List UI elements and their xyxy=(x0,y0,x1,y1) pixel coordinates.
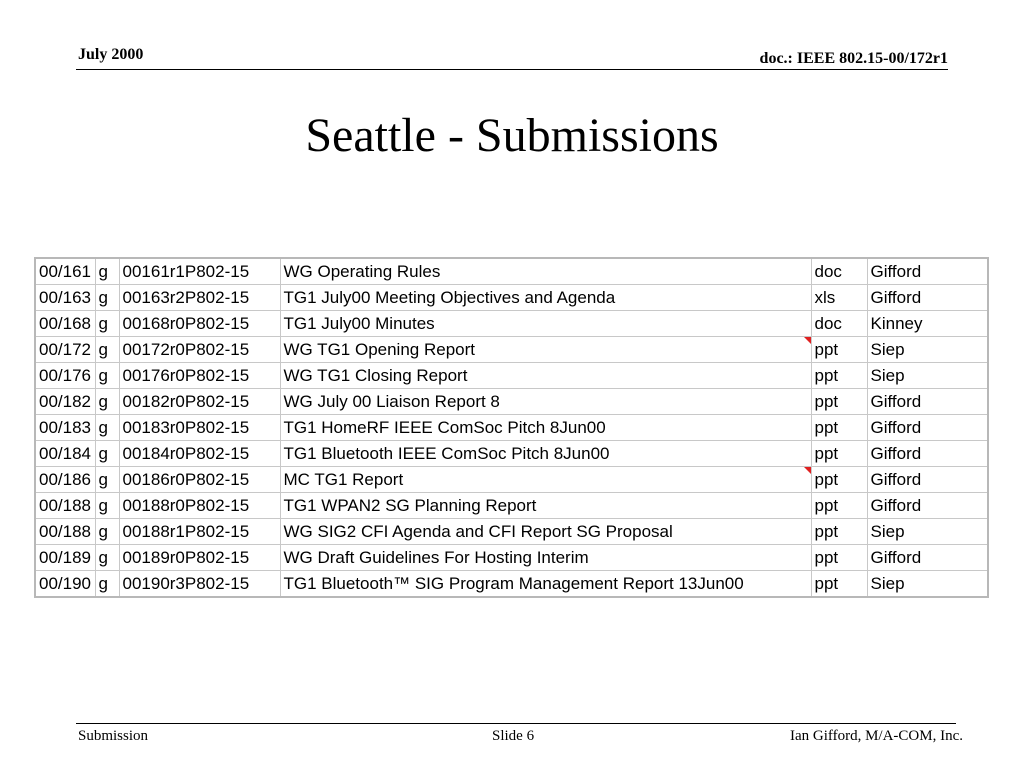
cell-type xyxy=(811,389,867,415)
cell-group-text: g xyxy=(98,418,108,437)
table-row xyxy=(35,363,988,389)
cell-group xyxy=(95,258,119,285)
table-row xyxy=(35,545,988,571)
cell-type-text: ppt xyxy=(814,418,839,437)
table-row xyxy=(35,415,988,441)
cell-title xyxy=(280,493,811,519)
cell-type-text: xls xyxy=(814,288,836,307)
cell-title xyxy=(280,415,811,441)
cell-author xyxy=(867,337,988,363)
cell-file xyxy=(119,389,280,415)
table-row xyxy=(35,467,988,493)
footer-author: Ian Gifford, M/A-COM, Inc. xyxy=(789,728,963,744)
cell-number-text: 00/183 xyxy=(39,418,91,437)
cell-type-text: ppt xyxy=(814,340,839,359)
cell-number-text: 00/188 xyxy=(39,496,91,515)
cell-file-text: 00184r0P802-15 xyxy=(122,444,250,463)
cell-file xyxy=(119,285,280,311)
cell-title-text: MC TG1 Report xyxy=(283,470,404,489)
cell-number xyxy=(35,258,95,285)
cell-type-text: ppt xyxy=(814,548,839,567)
table-row xyxy=(35,519,988,545)
cell-group xyxy=(95,545,119,571)
cell-number-text: 00/176 xyxy=(39,366,91,385)
cell-type xyxy=(811,467,867,493)
cell-number-text: 00/161 xyxy=(39,262,91,281)
cell-type xyxy=(811,441,867,467)
cell-title xyxy=(280,363,811,389)
cell-group-text: g xyxy=(98,470,108,489)
cell-number-text: 00/184 xyxy=(39,444,91,463)
table-row xyxy=(35,571,988,598)
cell-group xyxy=(95,467,119,493)
cell-author-text: Siep xyxy=(870,366,905,385)
cell-file-text: 00188r0P802-15 xyxy=(122,496,250,515)
cell-author xyxy=(867,467,988,493)
cell-title-text: WG TG1 Opening Report xyxy=(283,340,475,359)
cell-number-text: 00/188 xyxy=(39,522,91,541)
cell-type-text: ppt xyxy=(814,574,839,593)
cell-author-text: Gifford xyxy=(870,262,922,281)
cell-author-text: Gifford xyxy=(870,444,922,463)
cell-title-text: TG1 Bluetooth IEEE ComSoc Pitch 8Jun00 xyxy=(283,444,610,463)
cell-author xyxy=(867,519,988,545)
cell-title xyxy=(280,545,811,571)
cell-group xyxy=(95,337,119,363)
cell-group-text: g xyxy=(98,262,108,281)
comment-indicator-icon xyxy=(804,337,811,344)
cell-author-text: Siep xyxy=(870,574,905,593)
cell-type xyxy=(811,571,867,598)
cell-author xyxy=(867,363,988,389)
cell-number-text: 00/190 xyxy=(39,574,91,593)
cell-group xyxy=(95,285,119,311)
cell-file-text: 00163r2P802-15 xyxy=(122,288,250,307)
cell-title-text: TG1 WPAN2 SG Planning Report xyxy=(283,496,537,515)
submissions-table-container xyxy=(34,257,989,598)
cell-number xyxy=(35,467,95,493)
cell-type xyxy=(811,285,867,311)
cell-title xyxy=(280,311,811,337)
cell-title xyxy=(280,337,811,363)
cell-author xyxy=(867,415,988,441)
cell-file-text: 00190r3P802-15 xyxy=(122,574,250,593)
cell-group-text: g xyxy=(98,444,108,463)
cell-title-text: WG TG1 Closing Report xyxy=(283,366,468,385)
submissions-table xyxy=(34,257,989,598)
cell-type xyxy=(811,337,867,363)
cell-title xyxy=(280,389,811,415)
cell-file xyxy=(119,415,280,441)
cell-group xyxy=(95,363,119,389)
footer-divider xyxy=(76,723,956,724)
cell-title-text: TG1 July00 Meeting Objectives and Agenda xyxy=(283,288,616,307)
cell-type-text: doc xyxy=(814,262,842,281)
cell-file-text: 00183r0P802-15 xyxy=(122,418,250,437)
cell-number-text: 00/168 xyxy=(39,314,91,333)
comment-indicator-icon xyxy=(804,467,811,474)
header-doc-id: doc.: IEEE 802.15-00/172r1 xyxy=(759,50,948,67)
cell-author-text: Gifford xyxy=(870,392,922,411)
cell-file xyxy=(119,441,280,467)
cell-group-text: g xyxy=(98,340,108,359)
cell-file xyxy=(119,519,280,545)
cell-file-text: 00189r0P802-15 xyxy=(122,548,250,567)
cell-file xyxy=(119,337,280,363)
cell-author-text: Gifford xyxy=(870,288,922,307)
cell-type-text: ppt xyxy=(814,522,839,541)
cell-author-text: Kinney xyxy=(870,314,923,333)
cell-group-text: g xyxy=(98,548,108,567)
submissions-table-body xyxy=(35,258,988,597)
cell-file xyxy=(119,571,280,598)
cell-title xyxy=(280,441,811,467)
cell-file xyxy=(119,493,280,519)
cell-file-text: 00172r0P802-15 xyxy=(122,340,250,359)
cell-file-text: 00176r0P802-15 xyxy=(122,366,250,385)
cell-title xyxy=(280,467,811,493)
cell-group-text: g xyxy=(98,496,108,515)
cell-type xyxy=(811,519,867,545)
cell-number-text: 00/172 xyxy=(39,340,91,359)
cell-type-text: doc xyxy=(814,314,842,333)
cell-type xyxy=(811,493,867,519)
cell-author xyxy=(867,441,988,467)
cell-type xyxy=(811,311,867,337)
header-divider xyxy=(76,69,948,70)
cell-author xyxy=(867,311,988,337)
cell-title-text: WG SIG2 CFI Agenda and CFI Report SG Proposal xyxy=(283,522,673,541)
cell-group-text: g xyxy=(98,574,108,593)
cell-type xyxy=(811,363,867,389)
cell-author-text: Siep xyxy=(870,522,905,541)
table-row xyxy=(35,337,988,363)
cell-title-text: TG1 HomeRF IEEE ComSoc Pitch 8Jun00 xyxy=(283,418,606,437)
cell-number xyxy=(35,545,95,571)
cell-type xyxy=(811,258,867,285)
cell-file xyxy=(119,258,280,285)
cell-author xyxy=(867,545,988,571)
cell-number-text: 00/186 xyxy=(39,470,91,489)
cell-number xyxy=(35,285,95,311)
cell-number xyxy=(35,311,95,337)
cell-group xyxy=(95,571,119,598)
cell-title-text: TG1 July00 Minutes xyxy=(283,314,435,333)
cell-author xyxy=(867,285,988,311)
cell-group xyxy=(95,441,119,467)
cell-author-text: Gifford xyxy=(870,418,922,437)
cell-author xyxy=(867,258,988,285)
cell-author-text: Siep xyxy=(870,340,905,359)
cell-number xyxy=(35,571,95,598)
cell-title-text: WG Draft Guidelines For Hosting Interim xyxy=(283,548,589,567)
slide-number: Slide 6 xyxy=(492,728,535,744)
cell-file-text: 00182r0P802-15 xyxy=(122,392,250,411)
cell-type xyxy=(811,415,867,441)
cell-file-text: 00186r0P802-15 xyxy=(122,470,250,489)
cell-number-text: 00/163 xyxy=(39,288,91,307)
cell-file xyxy=(119,363,280,389)
cell-group xyxy=(95,389,119,415)
cell-type xyxy=(811,545,867,571)
cell-title-text: WG Operating Rules xyxy=(283,262,441,281)
cell-number xyxy=(35,389,95,415)
cell-author-text: Gifford xyxy=(870,470,922,489)
table-row xyxy=(35,285,988,311)
slide-title: Seattle - Submissions xyxy=(305,109,719,162)
cell-group xyxy=(95,415,119,441)
cell-title xyxy=(280,285,811,311)
cell-file-text: 00188r1P802-15 xyxy=(122,522,250,541)
cell-type-text: ppt xyxy=(814,366,839,385)
cell-type-text: ppt xyxy=(814,444,839,463)
cell-file xyxy=(119,545,280,571)
cell-group-text: g xyxy=(98,314,108,333)
cell-group xyxy=(95,311,119,337)
cell-number xyxy=(35,415,95,441)
table-row xyxy=(35,441,988,467)
cell-number xyxy=(35,363,95,389)
cell-author-text: Gifford xyxy=(870,496,922,515)
cell-group xyxy=(95,519,119,545)
cell-file xyxy=(119,311,280,337)
header-date: July 2000 xyxy=(78,46,144,63)
footer-label: Submission xyxy=(78,728,149,744)
cell-number xyxy=(35,337,95,363)
cell-author xyxy=(867,571,988,598)
cell-group-text: g xyxy=(98,288,108,307)
cell-group-text: g xyxy=(98,366,108,385)
cell-file-text: 00168r0P802-15 xyxy=(122,314,250,333)
cell-title-text: TG1 Bluetooth™ SIG Program Management Report 13Jun00 xyxy=(283,574,744,593)
cell-author xyxy=(867,389,988,415)
table-row xyxy=(35,389,988,415)
cell-number xyxy=(35,493,95,519)
cell-author-text: Gifford xyxy=(870,548,922,567)
cell-title xyxy=(280,571,811,598)
cell-type-text: ppt xyxy=(814,496,839,515)
cell-number xyxy=(35,519,95,545)
cell-group-text: g xyxy=(98,522,108,541)
cell-title xyxy=(280,258,811,285)
cell-type-text: ppt xyxy=(814,392,839,411)
table-row xyxy=(35,493,988,519)
table-row xyxy=(35,311,988,337)
cell-number-text: 00/189 xyxy=(39,548,91,567)
cell-title-text: WG July 00 Liaison Report 8 xyxy=(283,392,500,411)
cell-author xyxy=(867,493,988,519)
cell-group xyxy=(95,493,119,519)
cell-title xyxy=(280,519,811,545)
cell-group-text: g xyxy=(98,392,108,411)
cell-file xyxy=(119,467,280,493)
cell-file-text: 00161r1P802-15 xyxy=(122,262,250,281)
table-row xyxy=(35,258,988,285)
cell-type-text: ppt xyxy=(814,470,839,489)
cell-number xyxy=(35,441,95,467)
cell-number-text: 00/182 xyxy=(39,392,91,411)
